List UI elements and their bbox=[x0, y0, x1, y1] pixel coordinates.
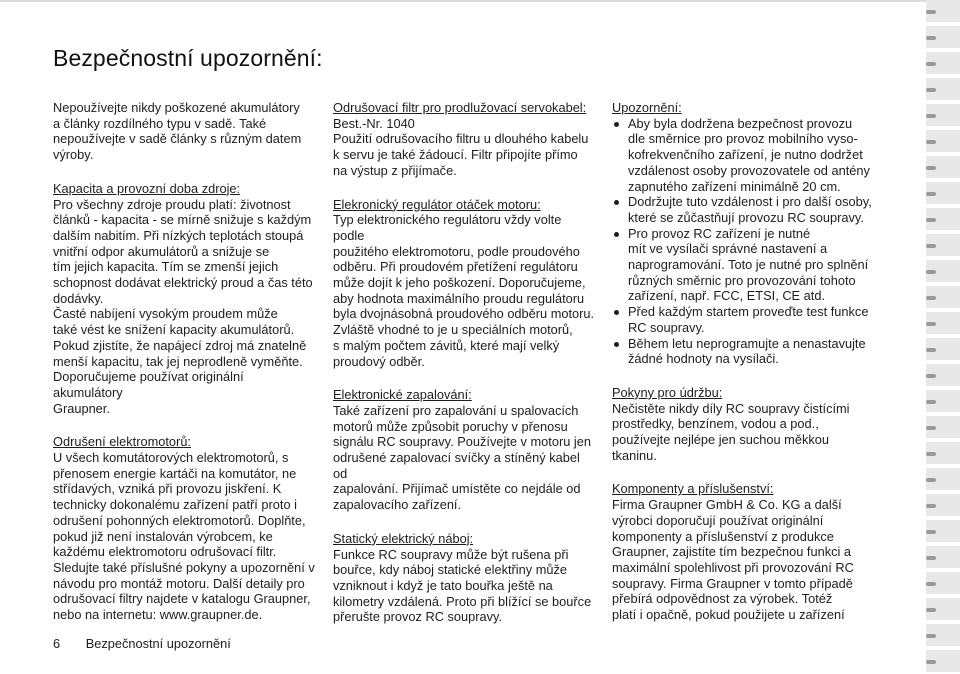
text-line: naprogramování. Toto je nutné pro splnění bbox=[628, 257, 869, 273]
speed-controller-text bbox=[333, 212, 595, 369]
text-line: Firma Graupner GmbH & Co. KG a další bbox=[612, 497, 842, 513]
edge-mark bbox=[926, 478, 936, 482]
footer-title: Bezpečnostní upozornění bbox=[85, 636, 231, 651]
edge-mark bbox=[926, 296, 936, 300]
text-line: Nepoužívejte nikdy poškozené akumulátory bbox=[53, 100, 300, 115]
text-line: Graupner, zajistíte tím bezpečnou funkci a bbox=[612, 544, 852, 560]
text-line: RC soupravy. bbox=[628, 319, 705, 335]
text-line: Best.-Nr. 1040 bbox=[333, 115, 415, 131]
text-line: dle směrnice pro provoz mobilního vyso- bbox=[628, 131, 858, 147]
capacity-heading: Kapacita a provozní doba zdroje: bbox=[53, 180, 241, 196]
edge-mark bbox=[926, 582, 936, 586]
text-line: kofrekvenčního zařízení, je nutno dodržet bbox=[628, 147, 863, 163]
maintenance-heading: Pokyny pro údržbu: bbox=[612, 384, 723, 400]
text-line: přenosem energie kartáči na komutátor, ne bbox=[53, 465, 297, 481]
text-line: každému elektromotoru odrušovací filtr. bbox=[53, 544, 277, 560]
text-line: tkaninu. bbox=[612, 447, 657, 463]
text-line: odrušené zapalovací svíčky a stíněný kabel od bbox=[333, 450, 580, 481]
column-3 bbox=[612, 100, 874, 641]
list-item bbox=[612, 194, 874, 225]
text-line: Funkce RC soupravy může být rušena při bbox=[333, 546, 569, 562]
text-line: dodávky. bbox=[53, 290, 104, 306]
column-1 bbox=[53, 100, 315, 641]
edge-mark bbox=[926, 114, 936, 118]
text-line: maximální spolehlivost při provozování RC bbox=[612, 559, 854, 575]
text-line: odrušení pohonných elektromotorů. Doplňte, bbox=[53, 512, 306, 528]
text-line: používejte nejlépe jen suchou měkkou bbox=[612, 432, 829, 448]
edge-mark bbox=[926, 452, 936, 456]
text-line: Použití odrušovacího filtru u dlouhého kabelu bbox=[333, 131, 589, 147]
edge-mark bbox=[926, 10, 936, 14]
edge-mark bbox=[926, 244, 936, 248]
text-line: vzdálenost osoby provozovatele od antény bbox=[628, 162, 870, 178]
text-line: Typ elektronického regulátoru vždy volte podle bbox=[333, 212, 562, 243]
edge-mark bbox=[926, 348, 936, 352]
list-item bbox=[612, 336, 874, 367]
motor-suppression-text bbox=[53, 450, 315, 623]
text-line: Doporučujeme používat originální akumulátory bbox=[53, 369, 244, 400]
text-line: zapalovacího zařízení. bbox=[333, 497, 462, 513]
text-line: Sledujte také příslušné pokyny a upozornění v bbox=[53, 559, 315, 575]
page-footer bbox=[53, 636, 231, 651]
text-line: Dodržujte tuto vzdálenost i pro další osoby, bbox=[628, 194, 872, 210]
warning-section bbox=[612, 100, 874, 367]
text-line: Nečistěte nikdy díly RC soupravy čistícími bbox=[612, 400, 850, 416]
text-line: proudový odběr. bbox=[333, 353, 425, 369]
text-line: výrobci doporučují používat originální bbox=[612, 512, 824, 528]
text-line: Pro provoz RC zařízení je nutné bbox=[628, 225, 811, 241]
text-line: prostředky, benzínem, vodou a pod., bbox=[612, 416, 819, 432]
static-charge-text bbox=[333, 547, 595, 626]
text-line: aby hodnota maximálního proudu regulátoru bbox=[333, 290, 585, 306]
text-line: střídavých, vzniká při provozu jiskření. K bbox=[53, 481, 282, 497]
intro-section bbox=[53, 100, 315, 163]
edge-mark bbox=[926, 218, 936, 222]
page-number: 6 bbox=[53, 636, 61, 651]
servo-filter-text bbox=[333, 116, 595, 179]
capacity-section bbox=[53, 181, 315, 417]
edge-mark bbox=[926, 62, 936, 66]
text-line: které se zůčastňují provozu RC soupravy. bbox=[628, 209, 864, 225]
text-line: soupravy. Firma Graupner v tomto případě bbox=[612, 575, 853, 591]
text-line: zařízení, např. FCC, ETSI, CE atd. bbox=[628, 288, 825, 304]
edge-mark bbox=[926, 322, 936, 326]
text-line: článků - kapacita - se mírně snižuje s každým bbox=[53, 212, 312, 228]
text-line: výroby. bbox=[53, 147, 94, 163]
edge-mark bbox=[926, 88, 936, 92]
edge-mark bbox=[926, 556, 936, 560]
text-line: k servu je také žádoucí. Filtr připojíte přímo bbox=[333, 147, 578, 163]
text-line: kilometry vzdálená. Proto při blížící se bouřce bbox=[333, 593, 592, 609]
text-line: přerušte provoz RC soupravy. bbox=[333, 609, 503, 625]
text-line: na výstup z přijímače. bbox=[333, 162, 457, 178]
speed-controller-heading: Elekronický regulátor otáček motoru: bbox=[333, 196, 541, 212]
warning-heading: Upozornění: bbox=[612, 100, 682, 115]
edge-mark bbox=[926, 660, 936, 664]
text-line: byla dvojnásobná proudového odběru motoru. bbox=[333, 306, 595, 322]
text-line: může dojít k jeho poškození. Doporučujeme, bbox=[333, 275, 586, 291]
text-line: Časté nabíjení vysokým proudem může bbox=[53, 306, 278, 322]
components-text bbox=[612, 497, 874, 623]
text-line: technicky dokonalému zařízení patří proto i bbox=[53, 497, 297, 513]
edge-mark bbox=[926, 140, 936, 144]
ignition-heading: Elektronické zapalování: bbox=[333, 387, 472, 403]
motor-suppression-section bbox=[53, 434, 315, 622]
servo-filter-section bbox=[333, 100, 595, 179]
text-line: odrušovací filtry najdete v katalogu Graupner, bbox=[53, 591, 311, 607]
text-line: Během letu neprogramujte a nenastavujte bbox=[628, 335, 866, 351]
text-line: vnitřní odpor akumulátorů a snižuje se bbox=[53, 243, 270, 259]
text-line: použitého elektromotoru, podle proudového bbox=[333, 243, 580, 259]
text-line: schopnost dodávat elektrický proud a čas této bbox=[53, 275, 313, 291]
ignition-section bbox=[333, 387, 595, 513]
static-charge-section bbox=[333, 531, 595, 625]
text-line: mít ve vysílači správné nastavení a bbox=[628, 241, 828, 257]
edge-mark bbox=[926, 400, 936, 404]
speed-controller-section bbox=[333, 197, 595, 370]
text-line: Aby byla dodržena bezpečnost provozu bbox=[628, 115, 853, 131]
edge-mark bbox=[926, 270, 936, 274]
components-heading: Komponenty a příslušenství: bbox=[612, 481, 774, 497]
edge-mark bbox=[926, 426, 936, 430]
text-line: Graupner. bbox=[53, 400, 110, 416]
intro-text bbox=[53, 100, 315, 163]
text-line: Pokud zjistíte, že napájecí zdroj má znatelně bbox=[53, 337, 307, 353]
edge-mark bbox=[926, 530, 936, 534]
motor-suppression-heading: Odrušení elektromotorů: bbox=[53, 434, 191, 450]
capacity-text bbox=[53, 197, 315, 417]
list-item bbox=[612, 226, 874, 305]
text-line: motorů může způsobit poruchy v přenosu bbox=[333, 418, 568, 434]
page-title: Bezpečnostní upozornění: bbox=[53, 45, 323, 72]
maintenance-section bbox=[612, 385, 874, 464]
ignition-text bbox=[333, 403, 595, 513]
edge-mark bbox=[926, 634, 936, 638]
maintenance-text bbox=[612, 401, 874, 464]
page-edge-tabs bbox=[926, 0, 960, 674]
text-line: platí i opačně, pokud použijete u zařízení bbox=[612, 607, 845, 623]
edge-mark bbox=[926, 504, 936, 508]
text-line: Zvláště vhodné to je u speciálních motorů, bbox=[333, 322, 573, 338]
edge-mark bbox=[926, 192, 936, 196]
servo-filter-heading: Odrušovací filtr pro prodlužovací servokabel: bbox=[333, 100, 587, 115]
text-line: bouřce, kdy náboj statické elektřiny může bbox=[333, 562, 568, 578]
edge-mark bbox=[926, 374, 936, 378]
text-line: také vést ke snížení kapacity akumulátorů. bbox=[53, 322, 295, 338]
text-line: zapalování. Přijímač umístěte co nejdále od bbox=[333, 481, 581, 497]
top-rule bbox=[0, 0, 926, 2]
text-line: dalším nabitím. Při nízkých teplotách stoupá bbox=[53, 227, 304, 243]
list-item bbox=[612, 304, 874, 335]
edge-mark bbox=[926, 608, 936, 612]
text-line: žádné hodnoty na vysílači. bbox=[628, 351, 779, 367]
static-charge-heading: Statický elektrický náboj: bbox=[333, 530, 474, 546]
text-line: návodu pro montáž motoru. Další detaily pro bbox=[53, 575, 305, 591]
text-line: Pro všechny zdroje proudu platí: životnost bbox=[53, 196, 291, 212]
text-line: různých směrnic pro provozování tohoto bbox=[628, 272, 856, 288]
text-line: pokud již není instalován výrobcem, ke bbox=[53, 528, 273, 544]
text-line: nepoužívejte v sadě články s různým datem bbox=[53, 131, 302, 147]
edge-mark bbox=[926, 36, 936, 40]
text-line: s malým počtem závitů, které mají velký bbox=[333, 337, 560, 353]
text-line: Také zařízení pro zapalování u spalovacích bbox=[333, 402, 579, 418]
text-line: přebírá odpovědnost za výrobek. Totéž bbox=[612, 591, 833, 607]
text-line: vzniknout i když je tato bouřka ještě na bbox=[333, 577, 553, 593]
text-line: Před každým startem proveďte test funkce bbox=[628, 304, 869, 320]
list-item bbox=[612, 116, 874, 195]
text-line: signálu RC soupravy. Používejte v motoru jen bbox=[333, 434, 591, 450]
text-line: tím jejich kapacita. Tím se zmenší jejich bbox=[53, 259, 279, 275]
text-line: U všech komutátorových elektromotorů, s bbox=[53, 450, 289, 466]
text-line: odběru. Při proudovém přetížení regulátoru bbox=[333, 259, 578, 275]
warning-list bbox=[612, 116, 874, 367]
text-line: nebo na internetu: www.graupner.de. bbox=[53, 607, 263, 623]
column-2 bbox=[333, 100, 595, 643]
components-section bbox=[612, 481, 874, 622]
edge-mark bbox=[926, 166, 936, 170]
text-line: zapnutého zařízení minimálně 20 cm. bbox=[628, 178, 841, 194]
text-line: a články rozdílného typu v sadě. Také bbox=[53, 115, 267, 131]
text-line: komponenty a příslušenství z produkce bbox=[612, 528, 834, 544]
text-line: menší kapacitu, tak jej neprodleně vyměňte. bbox=[53, 353, 303, 369]
